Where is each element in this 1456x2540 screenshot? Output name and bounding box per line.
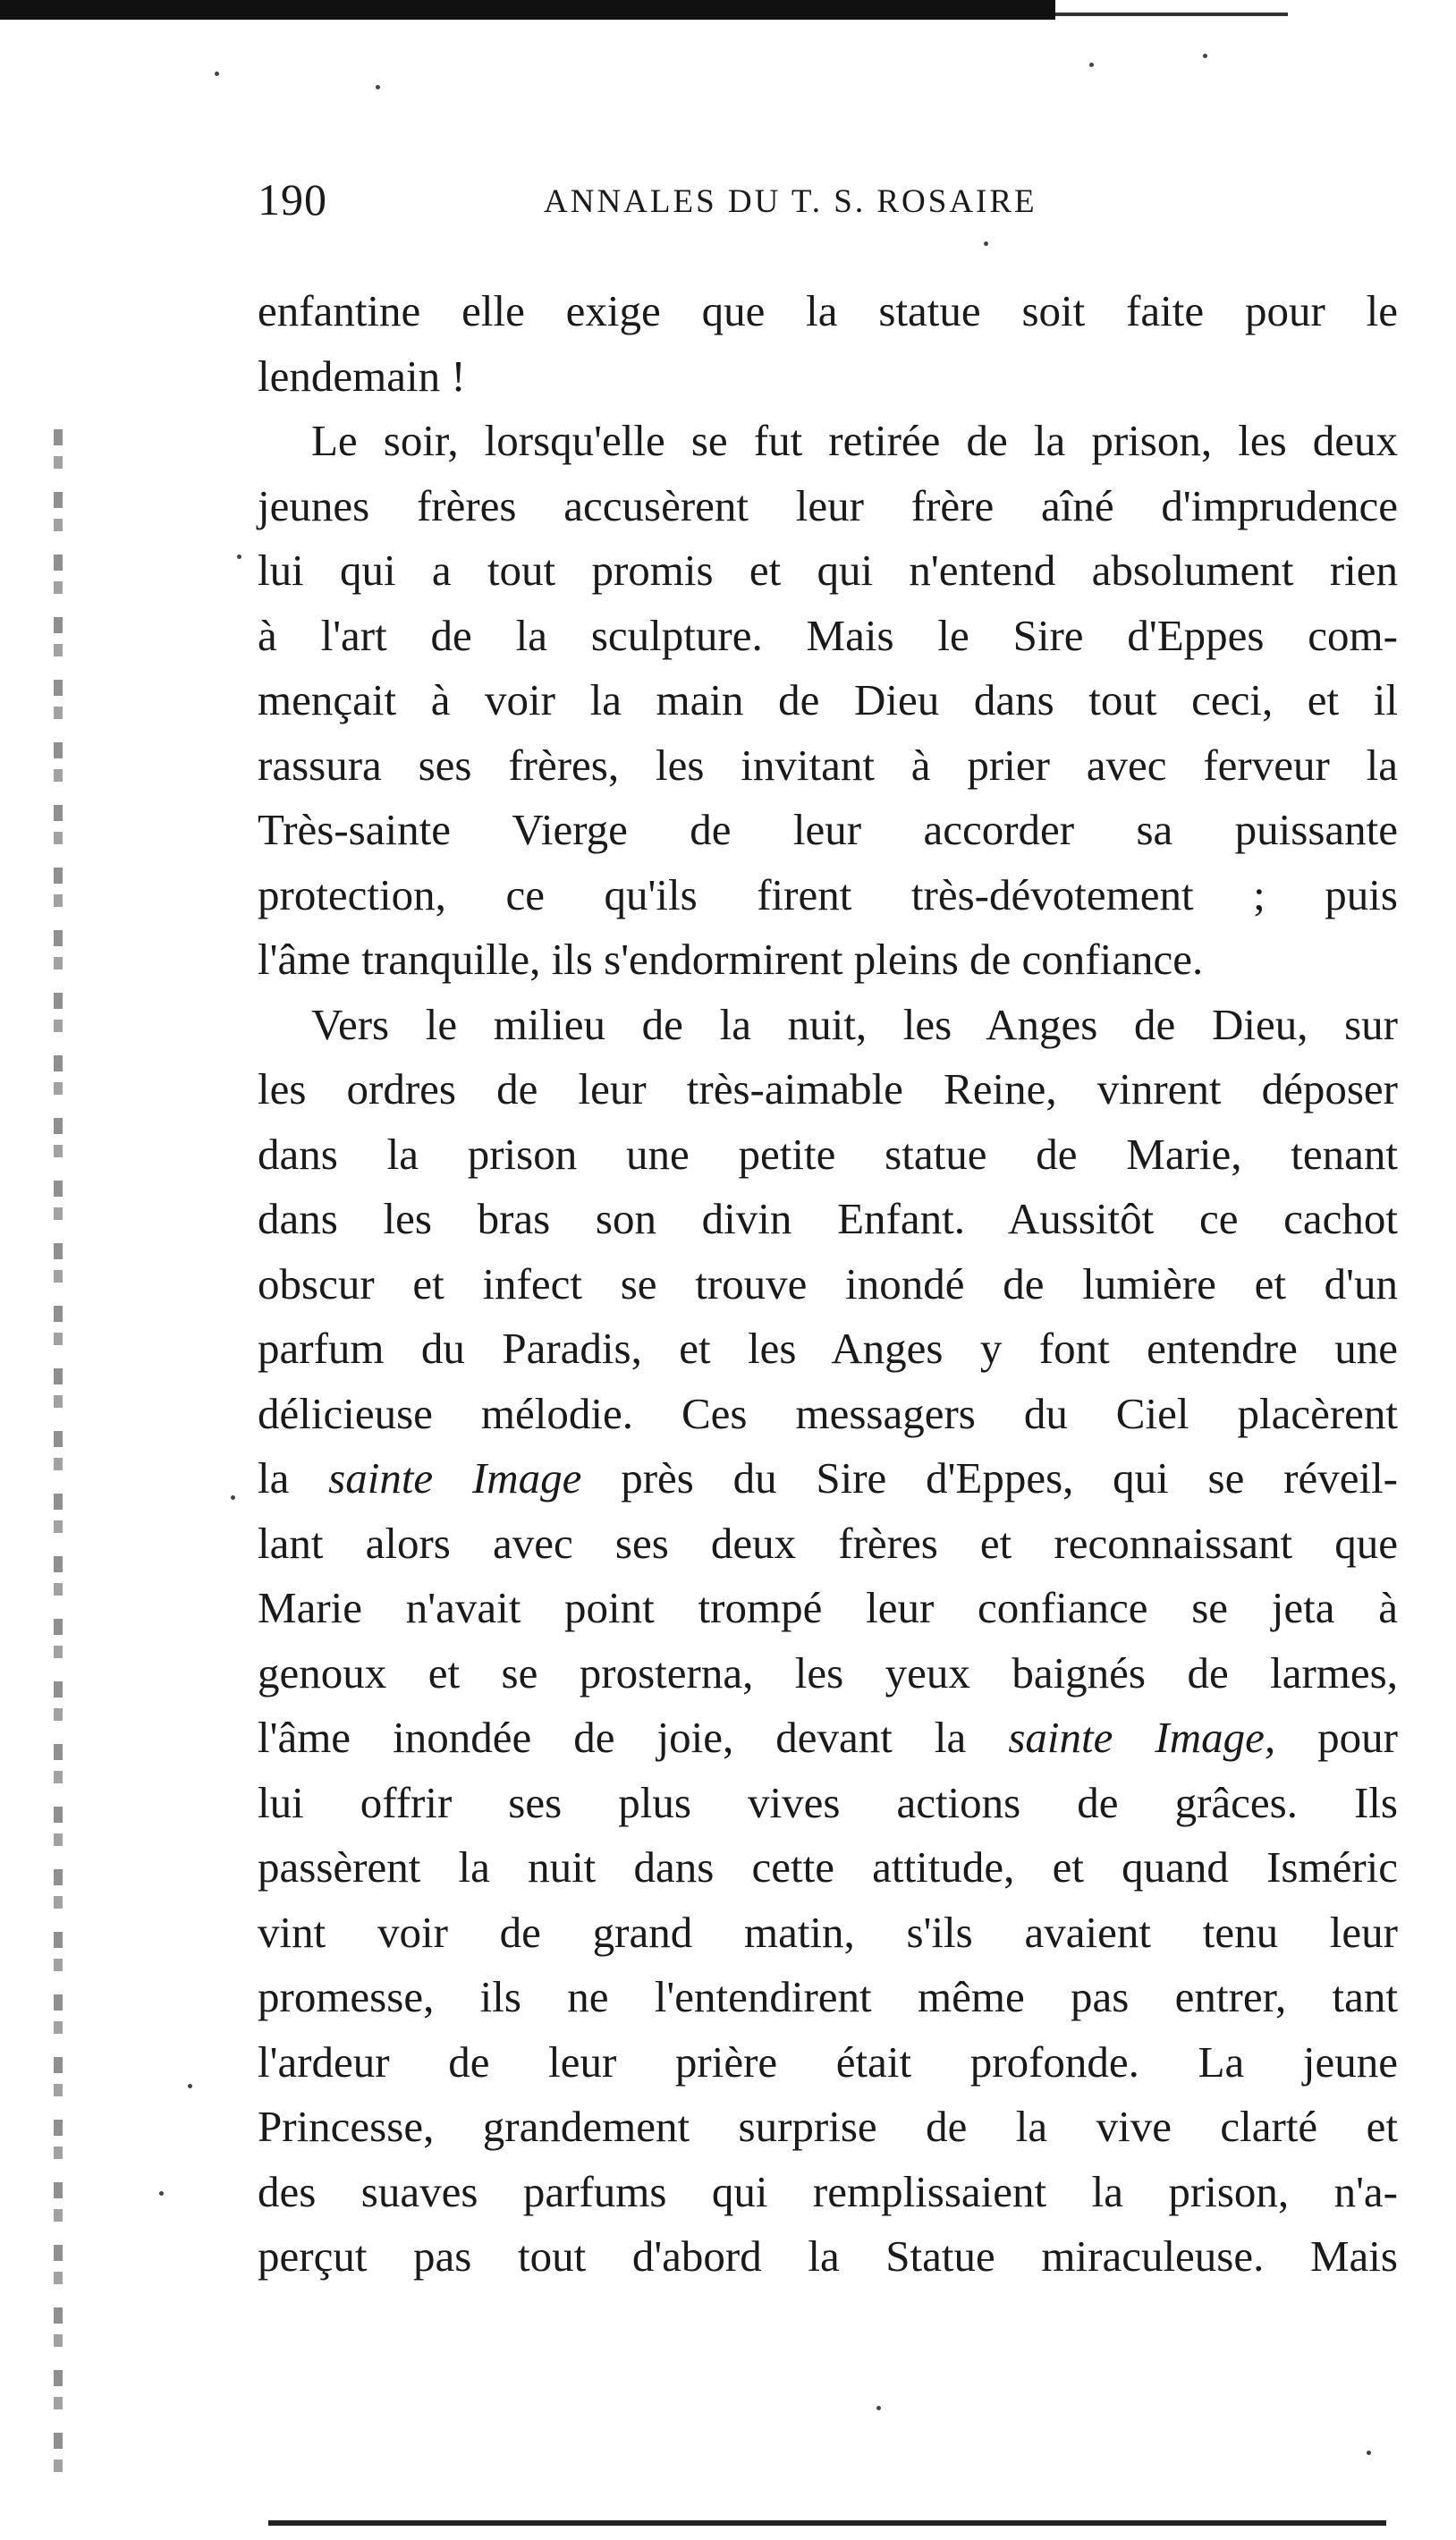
- text-line: lui qui a tout promis et qui n'entend absolument rien: [258, 546, 1398, 595]
- scan-speck: [231, 1495, 235, 1500]
- scan-top-border-thin: [1055, 13, 1288, 16]
- text-line-part: la: [258, 1453, 329, 1503]
- running-title: ANNALES DU T. S. ROSAIRE: [544, 183, 1037, 220]
- text-line: mençait à voir la main de Dieu dans tout ceci, et il: [258, 675, 1398, 724]
- scan-speck: [984, 241, 988, 246]
- text-line: enfantine elle exige que la statue soit faite pour le: [258, 286, 1398, 335]
- text-line: délicieuse mélodie. Ces messagers du Ciel placèrent: [258, 1388, 1398, 1438]
- text-line: parfum du Paradis, et les Anges y font entendre une: [258, 1324, 1398, 1373]
- text-line: des suaves parfums qui remplissaient la prison, n'a-: [258, 2166, 1398, 2216]
- text-line: Marie n'avait point trompé leur confiance se jeta à: [258, 1583, 1398, 1632]
- text-line: les ordres de leur très-aimable Reine, vinrent déposer: [258, 1064, 1398, 1113]
- text-line: lendemain !: [258, 351, 466, 401]
- italic-phrase: sainte Image,: [1008, 1713, 1276, 1762]
- text-line: perçut pas tout d'abord la Statue miraculeuse. Mais: [258, 2231, 1398, 2281]
- text-line: jeunes frères accusèrent leur frère aîné d'imprudence: [258, 480, 1398, 530]
- text-line: obscur et infect se trouve inondé de lumière et d'un: [258, 1258, 1398, 1308]
- text-line: dans la prison une petite statue de Marie, tenant: [258, 1129, 1398, 1179]
- scan-speck: [876, 2406, 881, 2410]
- page-number: 190: [258, 174, 327, 224]
- text-line: Très-sainte Vierge de leur accorder sa puissante: [258, 805, 1398, 854]
- text-line: protection, ce qu'ils firent très-dévotement ; puis: [258, 869, 1398, 919]
- text-line: dans les bras son divin Enfant. Aussitôt ce cachot: [258, 1194, 1398, 1243]
- italic-phrase: sainte Image: [328, 1453, 582, 1503]
- text-line: rassura ses frères, les invitant à prier avec ferveur la: [258, 740, 1398, 790]
- text-line: [258, 1706, 1398, 1771]
- text-line: [258, 1446, 1398, 1511]
- text-line: promesse, ils ne l'entendirent même pas entrer, tant: [258, 1972, 1398, 2021]
- body-text: [258, 279, 1398, 2290]
- text-line: l'âme tranquille, ils s'endormirent pleins de confiance.: [258, 935, 1204, 984]
- page-gutter-shadow: [54, 429, 63, 2486]
- scan-speck: [188, 2084, 192, 2088]
- scan-speck: [1367, 2451, 1371, 2455]
- text-line: Princesse, grandement surprise de la vive clarté et: [258, 2102, 1398, 2151]
- scan-bottom-border: [268, 2520, 1386, 2526]
- text-line-part: près du Sire d'Eppes, qui se réveil-: [581, 1453, 1399, 1503]
- text-line-part: pour: [1275, 1713, 1398, 1762]
- page-header: [258, 161, 1398, 233]
- text-line: passèrent la nuit dans cette attitude, et quand Isméric: [258, 1842, 1398, 1892]
- text-line: l'ardeur de leur prière était profonde. La jeune: [258, 2036, 1398, 2087]
- text-line: vint voir de grand matin, s'ils avaient tenu leur: [258, 1907, 1398, 1957]
- scan-speck: [1089, 63, 1094, 67]
- scan-speck: [215, 72, 219, 76]
- text-line: genoux et se prosterna, les yeux baignés de larmes,: [258, 1647, 1398, 1698]
- text-line: Vers le milieu de la nuit, les Anges de Dieu, sur: [311, 999, 1398, 1049]
- scan-speck: [237, 555, 241, 559]
- text-line: à l'art de la sculpture. Mais le Sire d'Eppes com-: [258, 610, 1398, 660]
- scan-speck: [159, 2191, 164, 2196]
- text-line: Le soir, lorsqu'elle se fut retirée de la prison, les deux: [311, 416, 1398, 465]
- text-line-part: l'âme inondée de joie, devant la: [258, 1713, 1009, 1762]
- scan-speck: [376, 85, 380, 89]
- text-line: lui offrir ses plus vives actions de grâces. Ils: [258, 1777, 1398, 1827]
- text-line: lant alors avec ses deux frères et reconnaissant que: [258, 1518, 1398, 1568]
- scan-top-border: [0, 0, 1055, 20]
- scan-speck: [1203, 54, 1207, 58]
